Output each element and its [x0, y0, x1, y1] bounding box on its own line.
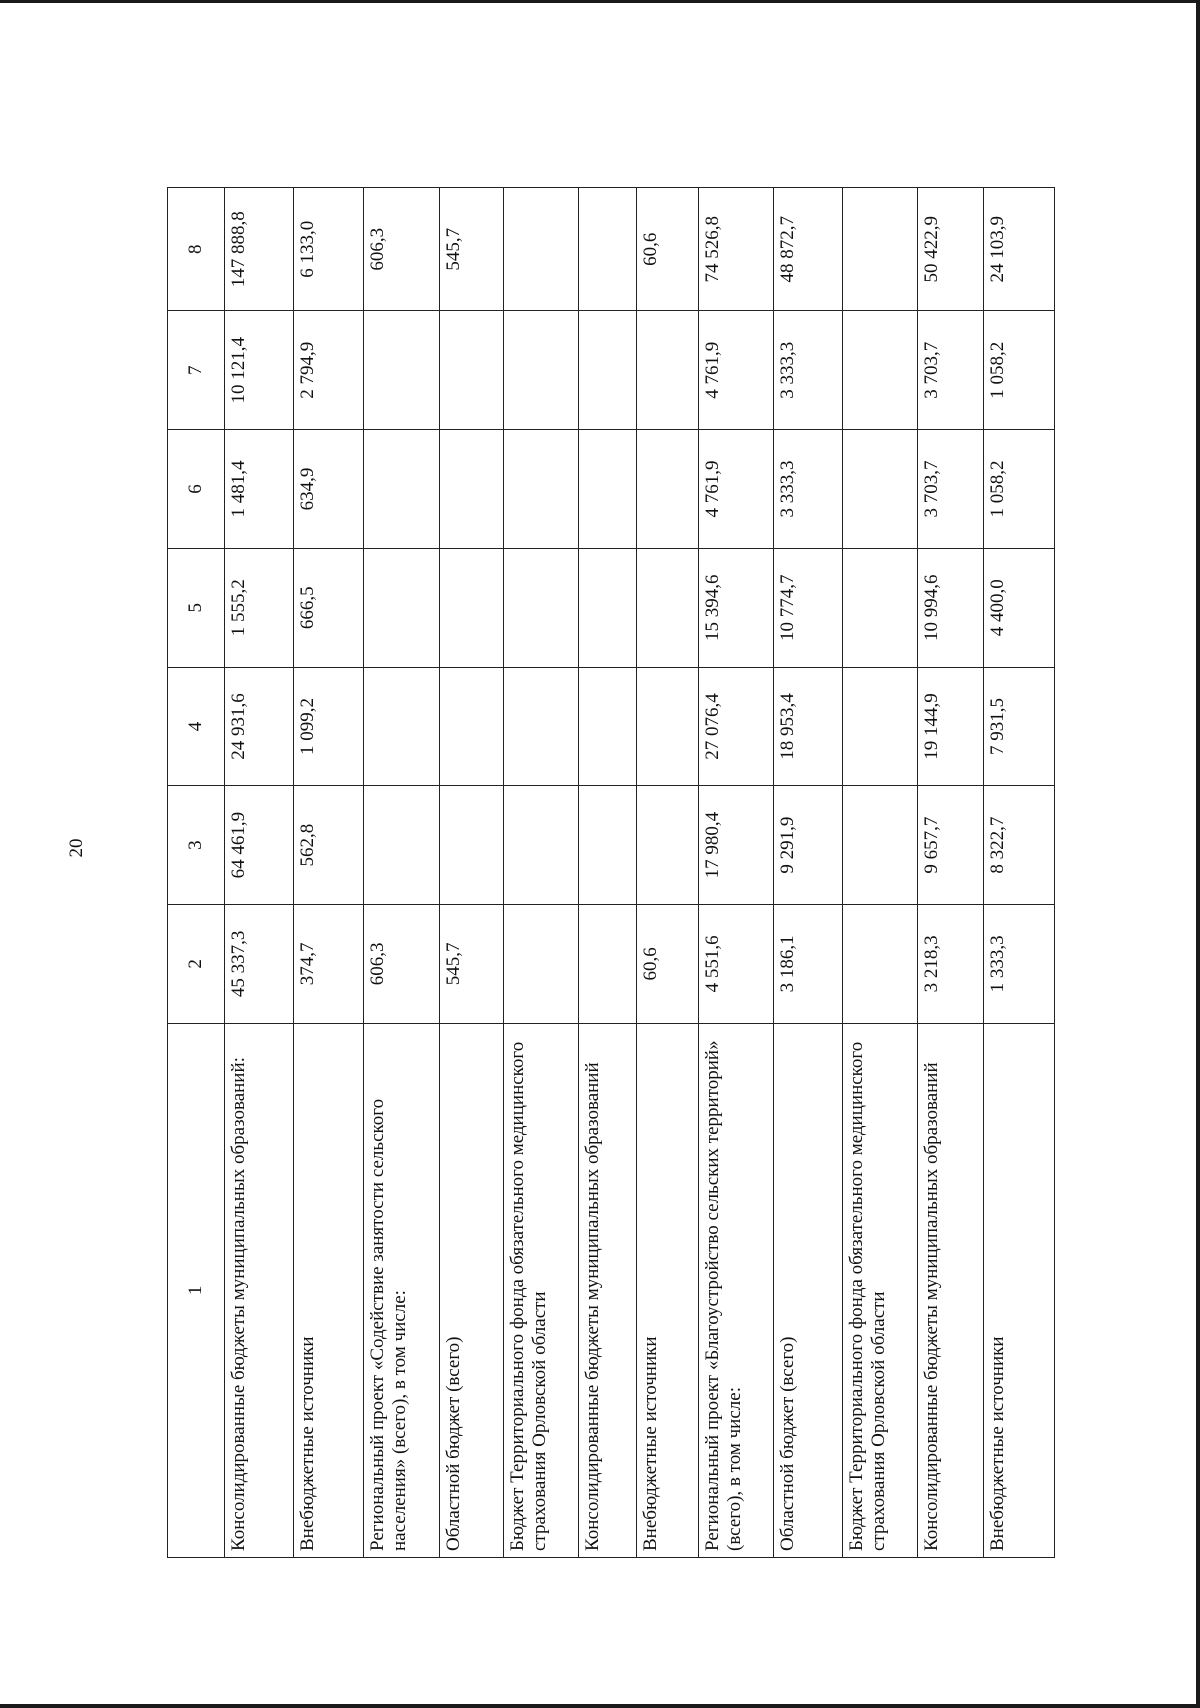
row-label: Бюджет Территориального фонда обязательного медицинского страхования Орловской области — [842, 1023, 917, 1557]
scan-edge-right — [1196, 0, 1200, 1708]
page-number: 20 — [66, 838, 87, 858]
value-cell: 3 703,7 — [917, 311, 983, 430]
value-cell — [842, 430, 917, 549]
value-cell — [842, 548, 917, 667]
budget-table — [167, 187, 1055, 1558]
table-row — [636, 188, 698, 1558]
value-cell: 3 333,3 — [773, 430, 842, 549]
value-cell: 1 058,2 — [984, 311, 1055, 430]
value-cell — [842, 786, 917, 905]
value-cell: 634,9 — [293, 430, 364, 549]
value-cell: 74 526,8 — [698, 188, 773, 311]
header-cell: 6 — [168, 430, 225, 549]
value-cell: 19 144,9 — [917, 667, 983, 786]
value-cell — [636, 548, 698, 667]
table-row — [225, 188, 294, 1558]
value-cell — [578, 786, 636, 905]
table-row — [984, 188, 1055, 1558]
value-cell — [578, 667, 636, 786]
table-row — [439, 188, 503, 1558]
value-cell: 6 133,0 — [293, 188, 364, 311]
header-cell: 5 — [168, 548, 225, 667]
value-cell — [503, 667, 578, 786]
value-cell — [439, 667, 503, 786]
value-cell: 10 121,4 — [225, 311, 294, 430]
row-label: Региональный проект «Благоустройство сельских территорий» (всего), в том числе: — [698, 1023, 773, 1557]
value-cell: 9 291,9 — [773, 786, 842, 905]
row-label: Региональный проект «Содействие занятости сельского населения» (всего), в том числе: — [364, 1023, 439, 1557]
value-cell — [439, 311, 503, 430]
row-label: Консолидированные бюджеты муниципальных образований — [578, 1023, 636, 1557]
value-cell — [439, 786, 503, 905]
value-cell — [842, 905, 917, 1024]
value-cell: 8 322,7 — [984, 786, 1055, 905]
header-row — [168, 188, 225, 1558]
header-cell: 7 — [168, 311, 225, 430]
value-cell — [503, 430, 578, 549]
value-cell — [439, 548, 503, 667]
value-cell: 606,3 — [364, 905, 439, 1024]
value-cell: 2 794,9 — [293, 311, 364, 430]
row-label: Внебюджетные источники — [984, 1023, 1055, 1557]
row-label: Внебюджетные источники — [636, 1023, 698, 1557]
value-cell: 17 980,4 — [698, 786, 773, 905]
row-label: Областной бюджет (всего) — [439, 1023, 503, 1557]
value-cell — [636, 430, 698, 549]
value-cell — [503, 786, 578, 905]
value-cell: 562,8 — [293, 786, 364, 905]
value-cell — [636, 667, 698, 786]
row-label: Областной бюджет (всего) — [773, 1023, 842, 1557]
value-cell: 606,3 — [364, 188, 439, 311]
table-row — [698, 188, 773, 1558]
value-cell: 545,7 — [439, 905, 503, 1024]
value-cell — [636, 786, 698, 905]
value-cell: 9 657,7 — [917, 786, 983, 905]
row-label: Консолидированные бюджеты муниципальных образований: — [225, 1023, 294, 1557]
rotated-table-container — [167, 187, 1055, 1558]
value-cell: 7 931,5 — [984, 667, 1055, 786]
value-cell: 27 076,4 — [698, 667, 773, 786]
header-cell: 3 — [168, 786, 225, 905]
value-cell — [842, 188, 917, 311]
table-row — [364, 188, 439, 1558]
value-cell — [636, 311, 698, 430]
value-cell — [578, 430, 636, 549]
value-cell — [364, 430, 439, 549]
value-cell — [503, 548, 578, 667]
value-cell: 60,6 — [636, 905, 698, 1024]
value-cell — [364, 786, 439, 905]
value-cell: 45 337,3 — [225, 905, 294, 1024]
value-cell: 545,7 — [439, 188, 503, 311]
value-cell: 374,7 — [293, 905, 364, 1024]
value-cell: 1 481,4 — [225, 430, 294, 549]
header-cell: 1 — [168, 1023, 225, 1557]
value-cell — [503, 188, 578, 311]
value-cell: 18 953,4 — [773, 667, 842, 786]
scan-edge-top — [0, 0, 1200, 3]
table-row — [578, 188, 636, 1558]
value-cell — [503, 311, 578, 430]
value-cell: 3 186,1 — [773, 905, 842, 1024]
value-cell: 1 333,3 — [984, 905, 1055, 1024]
value-cell: 10 774,7 — [773, 548, 842, 667]
value-cell — [578, 905, 636, 1024]
table-row — [842, 188, 917, 1558]
table-row — [293, 188, 364, 1558]
value-cell — [503, 905, 578, 1024]
header-cell: 2 — [168, 905, 225, 1024]
value-cell: 1 099,2 — [293, 667, 364, 786]
value-cell — [842, 667, 917, 786]
value-cell — [578, 188, 636, 311]
value-cell — [364, 548, 439, 667]
value-cell: 4 761,9 — [698, 311, 773, 430]
value-cell: 4 551,6 — [698, 905, 773, 1024]
value-cell: 64 461,9 — [225, 786, 294, 905]
value-cell — [364, 311, 439, 430]
row-label: Консолидированные бюджеты муниципальных образований — [917, 1023, 983, 1557]
value-cell: 4 761,9 — [698, 430, 773, 549]
value-cell: 1 555,2 — [225, 548, 294, 667]
value-cell — [439, 430, 503, 549]
value-cell: 60,6 — [636, 188, 698, 311]
budget-table-area — [167, 187, 1055, 1558]
value-cell: 48 872,7 — [773, 188, 842, 311]
value-cell: 3 703,7 — [917, 430, 983, 549]
row-label: Бюджет Территориального фонда обязательного медицинского страхования Орловской области — [503, 1023, 578, 1557]
scan-edge-bottom — [0, 1704, 1200, 1708]
value-cell: 3 333,3 — [773, 311, 842, 430]
value-cell: 666,5 — [293, 548, 364, 667]
value-cell: 50 422,9 — [917, 188, 983, 311]
row-label: Внебюджетные источники — [293, 1023, 364, 1557]
value-cell — [578, 311, 636, 430]
value-cell: 147 888,8 — [225, 188, 294, 311]
value-cell — [578, 548, 636, 667]
header-cell: 8 — [168, 188, 225, 311]
value-cell — [842, 311, 917, 430]
value-cell — [364, 667, 439, 786]
table-row — [503, 188, 578, 1558]
value-cell: 24 931,6 — [225, 667, 294, 786]
header-cell: 4 — [168, 667, 225, 786]
value-cell: 24 103,9 — [984, 188, 1055, 311]
table-row — [917, 188, 983, 1558]
value-cell: 4 400,0 — [984, 548, 1055, 667]
table-row — [773, 188, 842, 1558]
value-cell: 3 218,3 — [917, 905, 983, 1024]
value-cell: 10 994,6 — [917, 548, 983, 667]
value-cell: 15 394,6 — [698, 548, 773, 667]
value-cell: 1 058,2 — [984, 430, 1055, 549]
